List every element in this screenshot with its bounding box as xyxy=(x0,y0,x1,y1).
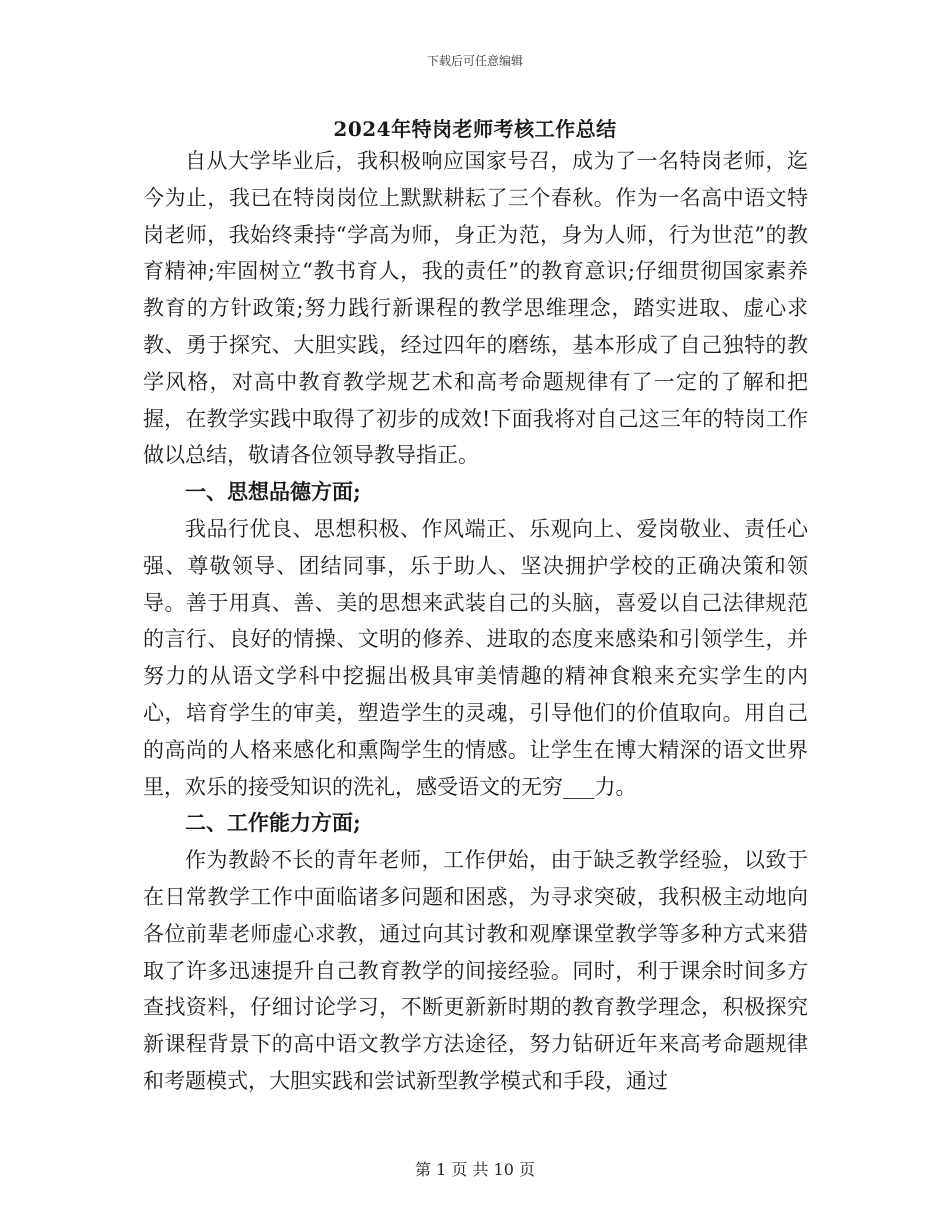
paragraph-intro: 自从大学毕业后，我积极响应国家号召，成为了一名特岗老师，迄今为止，我已在特岗岗位上默默耕耘了三个春秋。作为一名高中语文特岗老师，我始终秉持“学高为师，身正为范，身为人师，行为世范”的教育精神;牢固树立“教书育人，我的责任”的教育意识;仔细贯彻国家素养教育的方针政策;努力践行新课程的教学思维理念，踏实进取、虚心求教、勇于探究、大胆实践，经过四年的磨练，基本形成了自己独特的教学风格，对高中教育教学规艺术和高考命题规律有了一定的了解和把握，在教学实践中取得了初步的成效!下面我将对自己这三年的特岗工作做以总结，敬请各位领导教导指正。 xyxy=(143,149,808,468)
document-title: 2024年特岗老师考核工作总结 xyxy=(333,117,617,141)
paragraph-morality: 我品行优良、思想积极、作风端正、乐观向上、爱岗敬业、责任心强、尊敬领导、团结同事，乐于助人、坚决拥护学校的正确决策和领导。善于用真、善、美的思想来武装自己的头脑，喜爱以自己法律规范的言行、良好的情操、文明的修养、进取的态度来感染和引领学生，并努力的从语文学科中挖掘出极具审美情趣的精神食粮来充实学生的内心，培育学生的审美，塑造学生的灵魂，引导他们的价值取向。用自己的高尚的人格来感化和熏陶学生的情感。让学生在博大精深的语文世界里，欢乐的接受知识的洗礼，感受语文的无穷___力。 xyxy=(143,516,808,799)
page-number-footer: 第 1 页 共 10 页 xyxy=(415,1160,535,1179)
section-heading-morality: 一、思想品德方面; xyxy=(185,479,361,505)
document-body xyxy=(143,143,808,1100)
section-heading-ability: 二、工作能力方面; xyxy=(185,810,361,836)
header-note: 下载后可任意编辑 xyxy=(426,54,523,68)
paragraph-ability: 作为教龄不长的青年老师，工作伊始，由于缺乏教学经验，以致于在日常教学工作中面临诸多问题和困惑，为寻求突破，我积极主动地向各位前辈老师虚心求教，通过向其讨教和观摩课堂教学等多种方式来猎取了许多迅速提升自己教育教学的间接经验。同时，利于课余时间多方查找资料，仔细讨论学习，不断更新新时期的教育教学理念，积极探究新课程背景下的高中语文教学方法途径，努力钻研近年来高考命题规律和考题模式，大胆实践和尝试新型教学模式和手段，通过 xyxy=(143,848,808,1093)
